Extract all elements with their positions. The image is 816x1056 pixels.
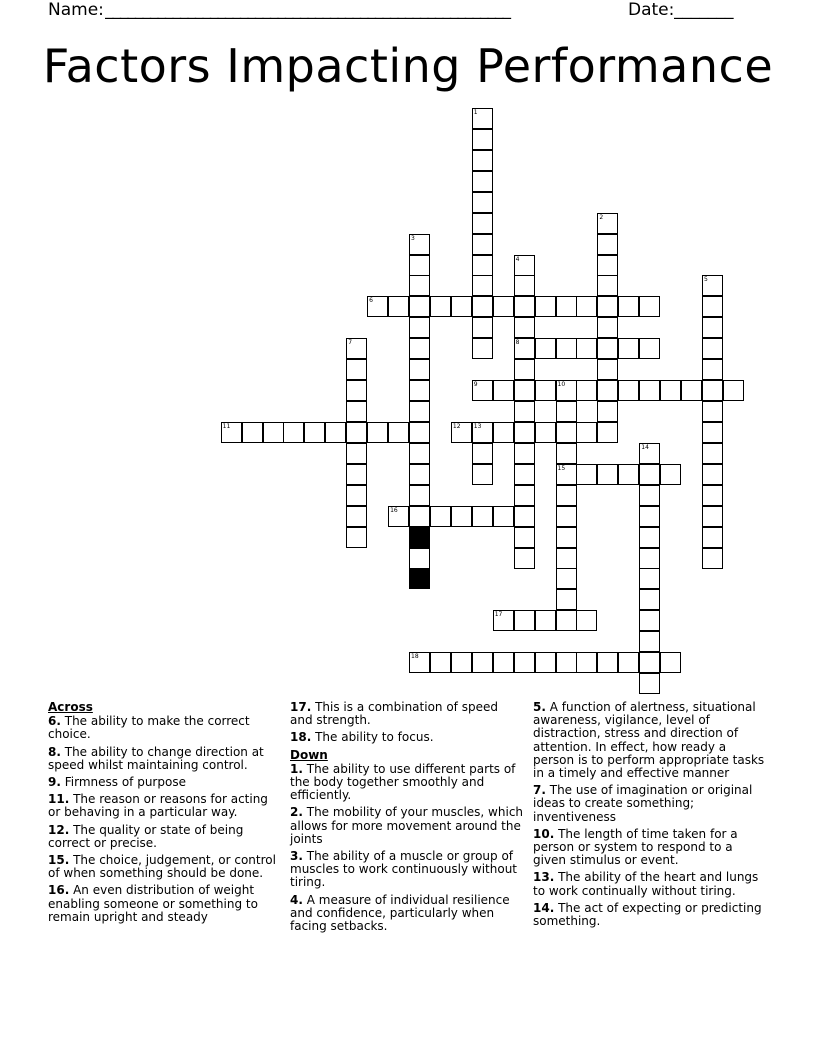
grid-cell[interactable] xyxy=(514,527,535,548)
clue-number: 10 xyxy=(557,381,566,389)
grid-cell[interactable] xyxy=(597,296,618,317)
date-field-line[interactable]: _______ xyxy=(674,0,734,20)
grid-cell[interactable] xyxy=(451,296,472,317)
clue-number: 1 xyxy=(473,109,478,116)
grid-cell[interactable] xyxy=(597,275,618,296)
grid-cell[interactable] xyxy=(597,234,618,255)
clue-item xyxy=(290,850,524,890)
grid-cell[interactable] xyxy=(514,464,535,485)
clue-item-number: 9. xyxy=(48,775,61,790)
grid-cell[interactable] xyxy=(618,338,639,359)
grid-cell[interactable] xyxy=(514,401,535,422)
clue-number: 9 xyxy=(473,381,478,389)
grid-cell[interactable] xyxy=(639,568,660,589)
grid-cell[interactable] xyxy=(493,506,514,527)
grid-cell[interactable] xyxy=(493,652,514,673)
grid-cell[interactable] xyxy=(346,422,367,443)
grid-cell[interactable] xyxy=(514,610,535,631)
grid-cell[interactable] xyxy=(367,422,388,443)
clue-item-number: 11. xyxy=(48,792,70,807)
grid-cell[interactable] xyxy=(535,652,556,673)
grid-cell[interactable] xyxy=(556,589,577,610)
clue-item xyxy=(48,715,278,741)
grid-cell[interactable] xyxy=(660,380,681,401)
clue-number: 2 xyxy=(599,213,604,221)
grid-cell[interactable] xyxy=(702,338,723,359)
clue-item-number: 1. xyxy=(290,761,303,776)
clue-column-2 xyxy=(290,701,524,937)
grid-cell[interactable] xyxy=(597,338,618,359)
grid-cell[interactable] xyxy=(493,422,514,443)
grid-cell[interactable] xyxy=(618,464,639,485)
clue-number: 5 xyxy=(704,276,708,284)
grid-cell[interactable] xyxy=(430,506,451,527)
grid-cell[interactable] xyxy=(409,485,430,506)
grid-cell[interactable] xyxy=(702,359,723,380)
grid-cell[interactable] xyxy=(556,568,577,589)
grid-cell[interactable] xyxy=(597,464,618,485)
clue-item-number: 12. xyxy=(48,822,70,837)
clue-item-text: An even distribution of weight enabling someone or something to remain upright and steady xyxy=(48,883,258,924)
clue-item-number: 17. xyxy=(290,700,312,714)
grid-cell[interactable] xyxy=(556,485,577,506)
grid-cell[interactable] xyxy=(514,359,535,380)
grid-cell[interactable] xyxy=(702,401,723,422)
grid-cell[interactable] xyxy=(472,443,493,464)
clue-item-text: The ability to use different parts of the body together smoothly and efficiently. xyxy=(290,761,516,803)
clue-number: 8 xyxy=(515,339,520,347)
grid-cell[interactable] xyxy=(618,380,639,401)
clue-item-number: 18. xyxy=(290,730,312,745)
clue-item-number: 14. xyxy=(533,900,555,915)
grid-cell[interactable] xyxy=(576,610,597,631)
clue-column-1 xyxy=(48,701,278,928)
clue-item xyxy=(48,776,278,789)
grid-cell[interactable] xyxy=(556,652,577,673)
grid-cell[interactable] xyxy=(639,506,660,527)
grid-cell[interactable] xyxy=(702,464,723,485)
page-title: Factors Impacting Performance xyxy=(42,39,774,93)
black-square xyxy=(409,527,430,548)
grid-cell[interactable] xyxy=(639,338,660,359)
grid-cell[interactable] xyxy=(409,380,430,401)
grid-cell[interactable] xyxy=(472,234,493,255)
grid-cell[interactable] xyxy=(514,443,535,464)
clue-item-number: 8. xyxy=(48,744,61,759)
clue-number: 3 xyxy=(411,234,415,242)
clue-item xyxy=(48,854,278,880)
grid-cell[interactable] xyxy=(660,464,681,485)
grid-cell[interactable] xyxy=(472,464,493,485)
clue-item-number: 13. xyxy=(533,870,555,885)
grid-cell[interactable] xyxy=(472,296,493,317)
grid-cell[interactable] xyxy=(639,380,660,401)
grid-cell[interactable] xyxy=(597,317,618,338)
clue-number: 4 xyxy=(515,255,520,263)
grid-cell[interactable] xyxy=(702,506,723,527)
clue-item-text: A function of alertness, situational awareness, vigilance, level of distraction, stress and direction of attention. In effect, how ready a person is to perform appropriate tasks in a timely and effective manner xyxy=(533,700,765,781)
clue-number: 7 xyxy=(348,339,353,347)
grid-cell[interactable] xyxy=(535,380,556,401)
grid-cell[interactable] xyxy=(514,380,535,401)
clue-item-number: 2. xyxy=(290,805,303,820)
grid-cell[interactable] xyxy=(514,652,535,673)
grid-cell[interactable] xyxy=(346,485,367,506)
clue-number: 14 xyxy=(641,443,649,451)
grid-cell[interactable] xyxy=(556,443,577,464)
clue-item-number: 15. xyxy=(48,853,70,868)
clue-item-text: The reason or reasons for acting or behaving in a particular way. xyxy=(48,792,268,820)
grid-cell[interactable] xyxy=(430,296,451,317)
grid-cell[interactable] xyxy=(472,150,493,171)
clue-item xyxy=(48,824,278,850)
clue-item-text: The ability of a muscle or group of muscles to work continuously without tiring. xyxy=(290,849,517,890)
grid-cell[interactable] xyxy=(409,548,430,569)
grid-cell[interactable] xyxy=(409,296,430,317)
clue-item-number: 5. xyxy=(533,700,546,714)
grid-cell[interactable] xyxy=(514,485,535,506)
grid-cell[interactable] xyxy=(556,527,577,548)
clue-item-text: Firmness of purpose xyxy=(60,775,186,790)
grid-cell[interactable] xyxy=(283,422,304,443)
grid-cell[interactable] xyxy=(535,338,556,359)
grid-cell[interactable] xyxy=(346,464,367,485)
clue-item-number: 3. xyxy=(290,849,303,864)
clue-item-number: 6. xyxy=(48,714,61,729)
grid-cell[interactable] xyxy=(430,652,451,673)
clue-item-text: The ability of the heart and lungs to work continually without tiring. xyxy=(533,870,759,898)
grid-cell[interactable] xyxy=(493,296,514,317)
clue-number: 16 xyxy=(390,506,398,514)
grid-cell[interactable] xyxy=(472,213,493,234)
grid-cell[interactable] xyxy=(597,422,618,443)
clue-item xyxy=(48,884,278,924)
clue-number: 15 xyxy=(557,464,566,472)
grid-cell[interactable] xyxy=(409,255,430,276)
grid-cell[interactable] xyxy=(472,171,493,192)
grid-cell[interactable] xyxy=(639,589,660,610)
grid-cell[interactable] xyxy=(597,380,618,401)
grid-cell[interactable] xyxy=(576,296,597,317)
grid-cell[interactable] xyxy=(535,610,556,631)
grid-cell[interactable] xyxy=(639,673,660,694)
grid-cell[interactable] xyxy=(514,506,535,527)
clue-item-text: The choice, judgement, or control of when something should be done. xyxy=(48,853,276,881)
grid-cell[interactable] xyxy=(472,317,493,338)
grid-cell[interactable] xyxy=(409,338,430,359)
grid-cell[interactable] xyxy=(723,380,744,401)
grid-cell[interactable] xyxy=(409,506,430,527)
grid-cell[interactable] xyxy=(472,255,493,276)
clue-item xyxy=(48,746,278,772)
clue-item-text: This is a combination of speed and strength. xyxy=(290,700,498,728)
clue-item-number: 10. xyxy=(533,826,555,841)
grid-cell[interactable] xyxy=(639,527,660,548)
clue-item-text: The use of imagination or original ideas to create something; inventiveness xyxy=(533,783,753,824)
clue-section-heading: Across xyxy=(48,700,93,714)
grid-cell[interactable] xyxy=(409,443,430,464)
grid-cell[interactable] xyxy=(576,652,597,673)
grid-cell[interactable] xyxy=(514,317,535,338)
grid-cell[interactable] xyxy=(576,464,597,485)
grid-cell[interactable] xyxy=(556,296,577,317)
grid-cell[interactable] xyxy=(472,338,493,359)
clue-item xyxy=(533,784,769,824)
grid-cell[interactable] xyxy=(514,548,535,569)
black-square xyxy=(409,568,430,589)
name-label: Name: xyxy=(48,0,104,20)
grid-cell[interactable] xyxy=(597,401,618,422)
grid-cell[interactable] xyxy=(639,464,660,485)
clue-item xyxy=(533,701,769,780)
clue-item-text: The quality or state of being correct or precise. xyxy=(48,822,244,850)
grid-cell[interactable] xyxy=(556,422,577,443)
clue-item xyxy=(290,894,524,934)
grid-cell[interactable] xyxy=(409,401,430,422)
grid-cell[interactable] xyxy=(451,652,472,673)
clue-item-text: The ability to focus. xyxy=(311,730,434,745)
clue-item xyxy=(290,763,524,803)
clue-number: 17 xyxy=(494,611,503,619)
grid-cell[interactable] xyxy=(576,380,597,401)
clue-item-text: The ability to make the correct choice. xyxy=(48,714,250,742)
grid-cell[interactable] xyxy=(472,506,493,527)
clue-number: 11 xyxy=(222,422,231,430)
grid-cell[interactable] xyxy=(472,275,493,296)
clue-number: 6 xyxy=(369,297,373,305)
grid-cell[interactable] xyxy=(409,422,430,443)
clue-item xyxy=(290,806,524,846)
clue-item xyxy=(290,701,524,727)
grid-cell[interactable] xyxy=(346,443,367,464)
grid-cell[interactable] xyxy=(472,129,493,150)
grid-cell[interactable] xyxy=(451,506,472,527)
grid-cell[interactable] xyxy=(346,380,367,401)
grid-cell[interactable] xyxy=(681,380,702,401)
grid-cell[interactable] xyxy=(263,422,284,443)
clue-item-text: The mobility of your muscles, which allows for more movement around the joints xyxy=(290,805,524,846)
grid-cell[interactable] xyxy=(576,338,597,359)
grid-cell[interactable] xyxy=(639,296,660,317)
grid-cell[interactable] xyxy=(472,192,493,213)
date-label: Date: xyxy=(628,0,675,20)
grid-cell[interactable] xyxy=(388,422,409,443)
grid-cell[interactable] xyxy=(556,338,577,359)
grid-cell[interactable] xyxy=(514,422,535,443)
grid-cell[interactable] xyxy=(576,422,597,443)
clue-number: 18 xyxy=(411,653,419,661)
grid-cell[interactable] xyxy=(702,380,723,401)
grid-cell[interactable] xyxy=(639,631,660,652)
grid-cell[interactable] xyxy=(702,422,723,443)
grid-cell[interactable] xyxy=(409,275,430,296)
grid-cell[interactable] xyxy=(556,506,577,527)
clue-section-heading: Down xyxy=(290,747,328,762)
grid-cell[interactable] xyxy=(618,296,639,317)
grid-cell[interactable] xyxy=(556,610,577,631)
clue-item xyxy=(290,731,524,744)
grid-cell[interactable] xyxy=(639,652,660,673)
clue-item-text: The length of time taken for a person or system to respond to a given stimulus or event. xyxy=(533,826,738,868)
clue-item-number: 4. xyxy=(290,892,303,907)
clue-item-text: The act of expecting or predicting something. xyxy=(533,900,762,929)
clue-item xyxy=(533,828,769,868)
grid-cell[interactable] xyxy=(304,422,325,443)
grid-cell[interactable] xyxy=(702,548,723,569)
clue-item xyxy=(48,793,278,819)
grid-cell[interactable] xyxy=(597,255,618,276)
grid-cell[interactable] xyxy=(514,275,535,296)
grid-cell[interactable] xyxy=(242,422,263,443)
grid-cell[interactable] xyxy=(388,296,409,317)
grid-cell[interactable] xyxy=(702,317,723,338)
name-field-line[interactable]: ______________________________________________________ xyxy=(105,0,510,20)
grid-cell[interactable] xyxy=(346,506,367,527)
grid-cell[interactable] xyxy=(556,548,577,569)
grid-cell[interactable] xyxy=(702,443,723,464)
grid-cell[interactable] xyxy=(472,652,493,673)
clue-column-3 xyxy=(533,701,769,932)
grid-cell[interactable] xyxy=(409,464,430,485)
grid-cell[interactable] xyxy=(409,359,430,380)
clue-item-text: The ability to change direction at speed whilst maintaining control. xyxy=(48,744,264,772)
grid-cell[interactable] xyxy=(409,317,430,338)
grid-cell[interactable] xyxy=(702,527,723,548)
grid-cell[interactable] xyxy=(597,652,618,673)
clue-number: 12 xyxy=(452,422,461,430)
grid-cell[interactable] xyxy=(514,296,535,317)
grid-cell[interactable] xyxy=(660,652,681,673)
grid-cell[interactable] xyxy=(346,401,367,422)
grid-cell[interactable] xyxy=(702,485,723,506)
clue-item xyxy=(533,902,769,928)
clue-item-number: 7. xyxy=(533,783,546,798)
grid-cell[interactable] xyxy=(597,359,618,380)
grid-cell[interactable] xyxy=(535,296,556,317)
grid-cell[interactable] xyxy=(346,359,367,380)
clue-item-number: 16. xyxy=(48,883,70,898)
grid-cell[interactable] xyxy=(346,527,367,548)
grid-cell[interactable] xyxy=(618,652,639,673)
grid-cell[interactable] xyxy=(639,485,660,506)
grid-cell[interactable] xyxy=(639,610,660,631)
clue-item-text: A measure of individual resilience and confidence, particularly when facing setbacks. xyxy=(290,892,510,934)
grid-cell[interactable] xyxy=(325,422,346,443)
grid-cell[interactable] xyxy=(493,380,514,401)
grid-cell[interactable] xyxy=(556,401,577,422)
grid-cell[interactable] xyxy=(535,422,556,443)
grid-cell[interactable] xyxy=(639,548,660,569)
grid-cell[interactable] xyxy=(702,296,723,317)
clue-number: 13 xyxy=(473,422,482,430)
clue-item xyxy=(533,871,769,897)
